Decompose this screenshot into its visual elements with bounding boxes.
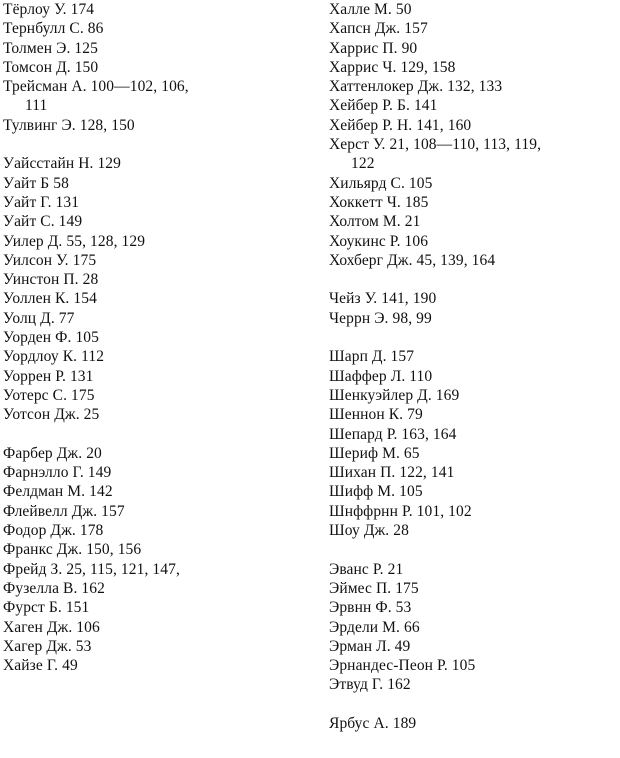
index-entry: Хильярд С. 105 xyxy=(329,174,433,192)
index-entry: Томсон Д. 150 xyxy=(3,58,99,76)
index-entry: Уотерс С. 175 xyxy=(3,386,95,404)
index-entry-text: Трейсман А. 100—102, 106, xyxy=(3,78,189,96)
index-group-gap xyxy=(329,328,620,347)
index-entry: Флейвелл Дж. 157 xyxy=(3,502,125,520)
index-entry: Шепард Р. 163, 164 xyxy=(329,425,457,443)
index-group-gap xyxy=(329,270,620,289)
index-entry: Уолц Д. 77 xyxy=(3,309,75,327)
index-entry: Харрис П. 90 xyxy=(329,39,418,57)
index-entry: Хоукинс Р. 106 xyxy=(329,232,429,250)
index-entry: Уоррен Р. 131 xyxy=(3,367,94,385)
index-entry: Хаген Дж. 106 xyxy=(3,618,100,636)
index-entry: Харрис Ч. 129, 158 xyxy=(329,58,456,76)
index-entry: Шеннон К. 79 xyxy=(329,406,423,424)
index-entry: Хейбер Р. Н. 141, 160 xyxy=(329,116,472,134)
index-entry: Толмен Э. 125 xyxy=(3,39,98,57)
index-entry: Уотсон Дж. 25 xyxy=(3,406,100,424)
index-entry: Фарбер Дж. 20 xyxy=(3,444,102,462)
index-entry: Тернбулл С. 86 xyxy=(3,20,104,38)
index-entry: Фарнэлло Г. 149 xyxy=(3,464,112,482)
index-entry-text: Херст У. 21, 108—110, 113, 119, xyxy=(329,136,542,154)
index-entry: Шериф М. 65 xyxy=(329,444,420,462)
index-entry: Фузелла В. 162 xyxy=(3,579,105,597)
index-entry: Хапсн Дж. 157 xyxy=(329,20,428,38)
index-entry: Тёрлоу У. 174 xyxy=(3,1,95,18)
index-entry: Уайт С. 149 xyxy=(3,213,83,231)
index-entry: Хагер Дж. 53 xyxy=(3,637,92,655)
index-entry xyxy=(329,135,620,174)
index-entry: Фодор Дж. 178 xyxy=(3,522,104,540)
index-entry: Уайт Г. 131 xyxy=(3,193,80,211)
index-entry: Уоллен К. 154 xyxy=(3,290,97,308)
index-entry: Халле М. 50 xyxy=(329,1,412,18)
index-entry: Уайт Б 58 xyxy=(3,174,69,192)
index-entry: Шоу Дж. 28 xyxy=(329,522,409,540)
index-entry: Уилер Д. 55, 128, 129 xyxy=(3,232,146,250)
index-entry: Фурст Б. 151 xyxy=(3,599,90,617)
index-entry: Уилсон У. 175 xyxy=(3,251,97,269)
index-entry: Шарп Д. 157 xyxy=(329,348,415,366)
index-entry: Шихан П. 122, 141 xyxy=(329,464,455,482)
index-entry: Чейз У. 141, 190 xyxy=(329,290,437,308)
index-group-gap xyxy=(3,425,303,444)
index-entry: Шнффрнн Р. 101, 102 xyxy=(329,502,472,520)
index-entry: Эймес П. 175 xyxy=(329,579,419,597)
index-entry: Уордлоу К. 112 xyxy=(3,348,105,366)
index-entry: Эванс Р. 21 xyxy=(329,560,404,578)
index-entry: Тулвинг Э. 128, 150 xyxy=(3,116,135,134)
index-entry: Фрейд З. 25, 115, 121, 147, xyxy=(3,560,180,578)
index-entry: Уайсстайн Н. 129 xyxy=(3,155,122,173)
index-entry: Хаттенлокер Дж. 132, 133 xyxy=(329,78,503,96)
index-entry: Шифф М. 105 xyxy=(329,483,423,501)
index-entry-continuation: 111 xyxy=(25,97,48,115)
index-entry: Эрвнн Ф. 53 xyxy=(329,599,412,617)
index-entry: Черрн Э. 98, 99 xyxy=(329,309,432,327)
index-entry: Эрдели М. 66 xyxy=(329,618,420,636)
index-entry-continuation: 122 xyxy=(351,155,375,173)
index-group-gap xyxy=(329,695,620,714)
index-entry: Уинстон П. 28 xyxy=(3,271,99,289)
index-column-right xyxy=(329,0,620,733)
index-group-gap xyxy=(3,135,303,154)
index-entry: Франкс Дж. 150, 156 xyxy=(3,541,142,559)
index-entry: Этвуд Г. 162 xyxy=(329,676,411,694)
index-column-left xyxy=(3,0,303,675)
index-entry: Эрнандес-Пеон Р. 105 xyxy=(329,657,476,675)
index-entry: Хайзе Г. 49 xyxy=(3,657,78,675)
index-group-gap xyxy=(329,540,620,559)
index-entry: Фелдман М. 142 xyxy=(3,483,113,501)
index-entry: Холтом М. 21 xyxy=(329,213,421,231)
index-entry: Хохберг Дж. 45, 139, 164 xyxy=(329,251,496,269)
index-entry xyxy=(3,77,303,116)
index-entry: Шенкуэйлер Д. 169 xyxy=(329,386,460,404)
index-entry: Шаффер Л. 110 xyxy=(329,367,433,385)
index-entry: Уорден Ф. 105 xyxy=(3,329,100,347)
index-entry: Ярбус А. 189 xyxy=(329,714,417,732)
index-entry: Эрман Л. 49 xyxy=(329,637,411,655)
index-entry: Хоккетт Ч. 185 xyxy=(329,193,429,211)
index-entry: Хейбер Р. Б. 141 xyxy=(329,97,438,115)
